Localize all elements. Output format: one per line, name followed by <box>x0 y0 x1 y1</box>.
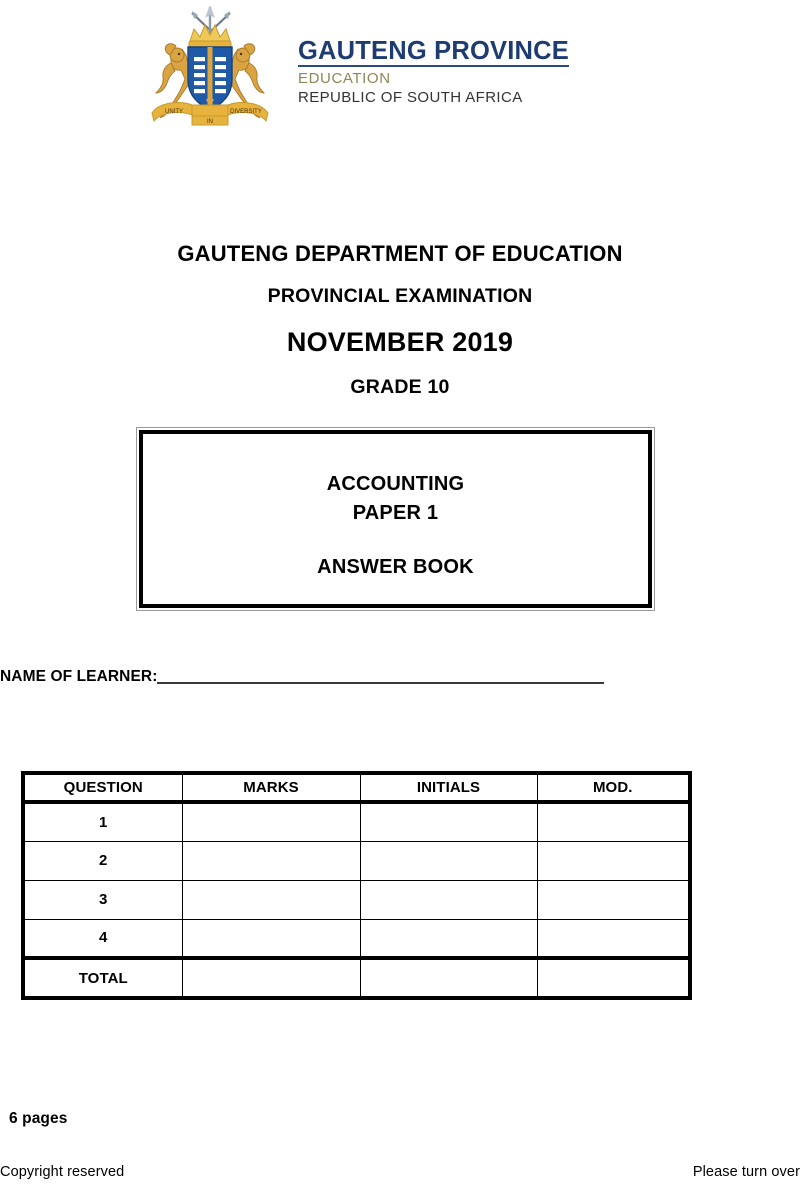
cell-total-label: TOTAL <box>23 958 182 998</box>
turn-over-notice: Please turn over <box>692 1164 800 1180</box>
heading-department: GAUTENG DEPARTMENT OF EDUCATION <box>177 241 623 266</box>
motto-unity-text: UNITY <box>165 109 183 115</box>
table-row <box>23 880 690 919</box>
copyright-notice: Copyright reserved <box>0 1164 125 1180</box>
cell-marks-1[interactable] <box>182 802 360 841</box>
motto-diversity-text: DIVERSITY <box>230 109 262 115</box>
cell-total-mod[interactable] <box>537 958 690 998</box>
learner-name-row <box>0 669 700 685</box>
cell-question-1: 1 <box>23 802 182 841</box>
cell-question-3: 3 <box>23 880 182 919</box>
heading-month-year: NOVEMBER 2019 <box>286 326 514 357</box>
heading-examination: PROVINCIAL EXAMINATION <box>267 285 533 307</box>
gauteng-coat-of-arms-icon <box>130 5 290 135</box>
paper-number: PAPER 1 <box>352 502 439 524</box>
table-row <box>23 802 690 841</box>
cell-initials-1[interactable] <box>360 802 537 841</box>
exam-headings <box>0 243 800 397</box>
cell-marks-2[interactable] <box>182 841 360 880</box>
column-header-question: QUESTION <box>23 773 182 802</box>
learner-name-label: NAME OF LEARNER: <box>0 668 158 685</box>
cell-marks-3[interactable] <box>182 880 360 919</box>
cell-initials-2[interactable] <box>360 841 537 880</box>
cell-initials-3[interactable] <box>360 880 537 919</box>
department-name: EDUCATION <box>298 70 391 88</box>
subject-box <box>139 430 652 608</box>
table-header-row <box>23 773 690 802</box>
cell-total-initials[interactable] <box>360 958 537 998</box>
table-row <box>23 919 690 958</box>
column-header-marks: MARKS <box>182 773 360 802</box>
table-total-row <box>23 958 690 998</box>
cell-total-marks[interactable] <box>182 958 360 998</box>
page-footer <box>0 1164 800 1180</box>
page-count-note: 6 pages <box>9 1110 68 1127</box>
letterhead-text-block <box>298 32 569 108</box>
learner-name-input[interactable] <box>157 682 604 684</box>
marks-summary-table <box>21 771 692 1000</box>
cell-marks-4[interactable] <box>182 919 360 958</box>
column-header-initials: INITIALS <box>360 773 537 802</box>
letterhead <box>130 2 600 138</box>
cell-mod-1[interactable] <box>537 802 690 841</box>
column-header-mod: MOD. <box>537 773 690 802</box>
table-row <box>23 841 690 880</box>
cell-mod-3[interactable] <box>537 880 690 919</box>
subject-name: ACCOUNTING <box>326 473 465 495</box>
cell-mod-4[interactable] <box>537 919 690 958</box>
province-name: GAUTENG PROVINCE <box>298 37 569 66</box>
cell-initials-4[interactable] <box>360 919 537 958</box>
heading-grade: GRADE 10 <box>350 375 450 398</box>
cell-question-4: 4 <box>23 919 182 958</box>
document-type: ANSWER BOOK <box>317 556 474 578</box>
country-name: REPUBLIC OF SOUTH AFRICA <box>298 89 523 106</box>
cell-mod-2[interactable] <box>537 841 690 880</box>
cell-question-2: 2 <box>23 841 182 880</box>
motto-in-text: IN <box>207 119 213 125</box>
